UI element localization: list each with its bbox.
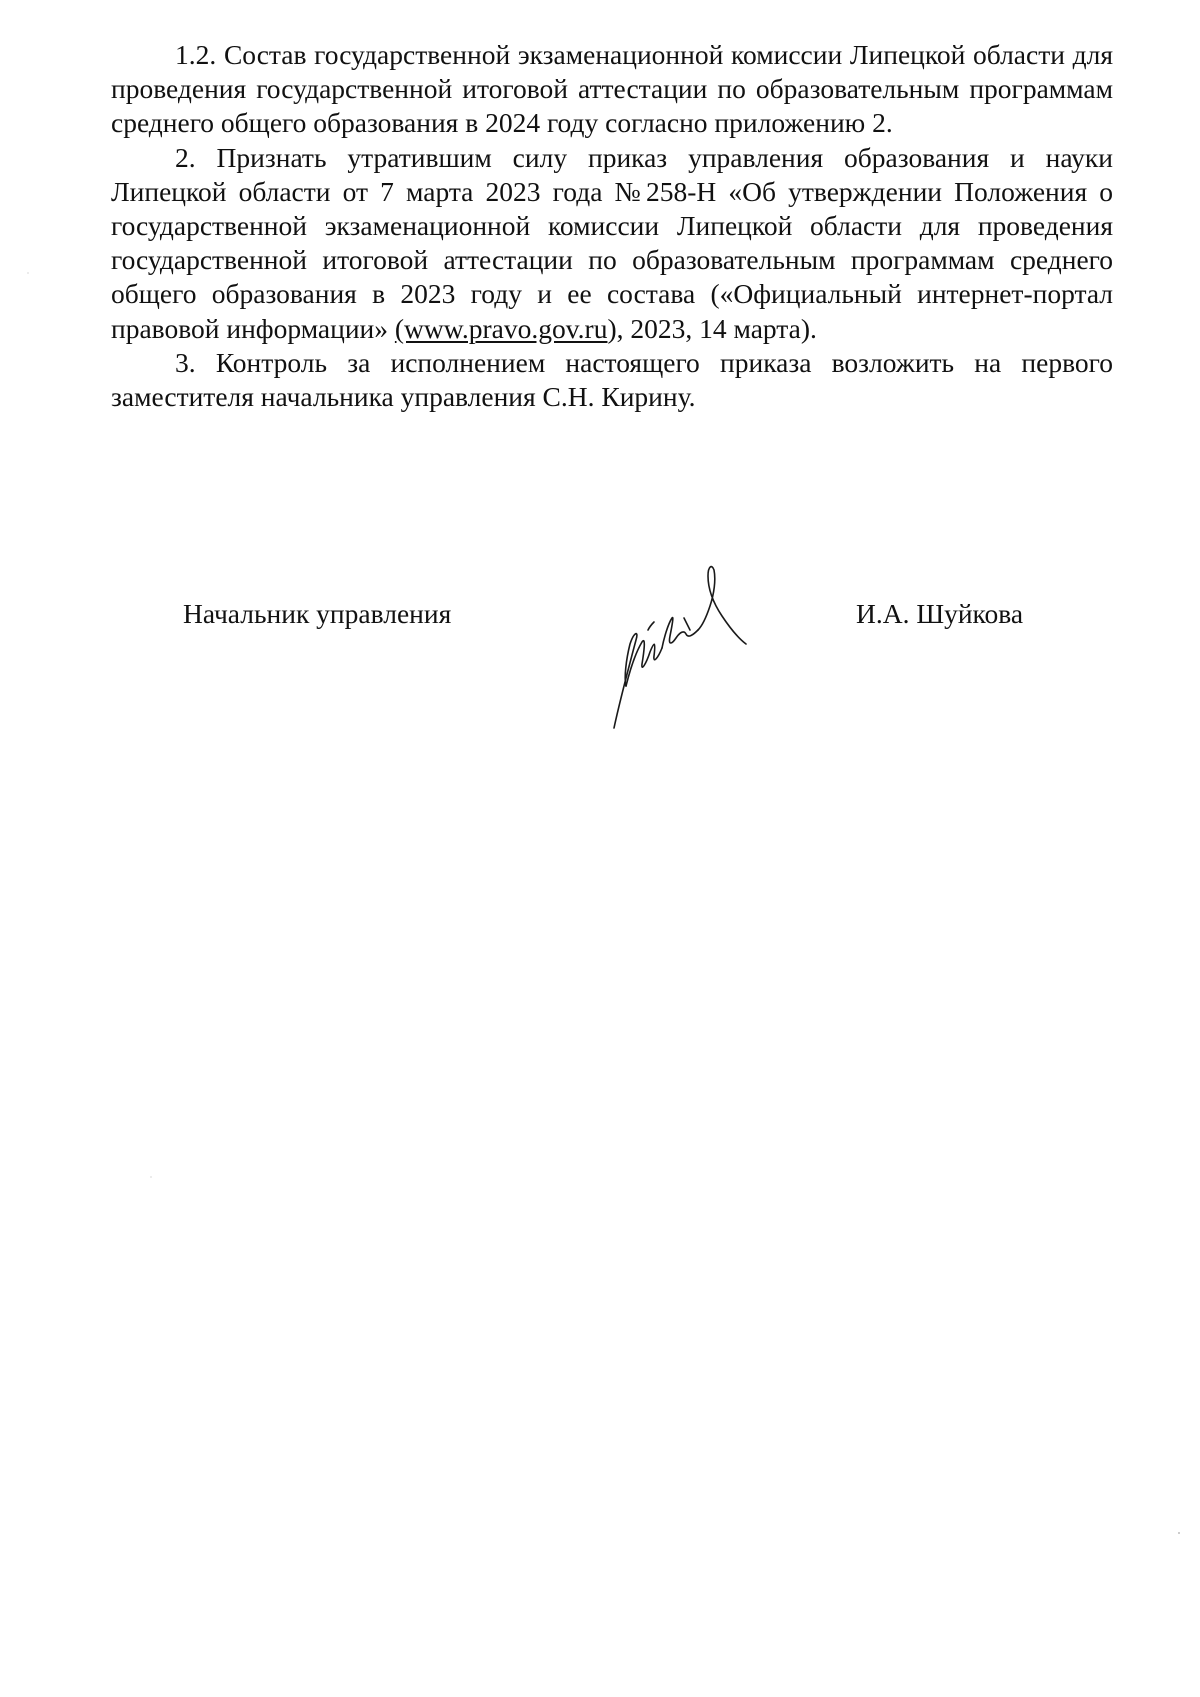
paragraph-2-text: 2. Признать утратившим силу приказ управления образования и науки Липецкой области от 7 марта 2023 года №258-Н «Об утверждении Положения о государственной экзаменационной комиссии Липецкой области для проведения государственной итоговой аттестации по образовательным программам среднего общего образования в 2023 году и ее состава («Официальный интернет-портал правовой информации» [111,141,1113,344]
scan-speck [1178,1532,1180,1534]
paragraph-2 [111,141,1113,346]
document-body [111,38,1113,414]
paragraph-3: 3. Контроль за исполнением настоящего приказа возложить на первого заместителя начальника управления С.Н. Кирину. [111,346,1113,413]
signer-name: И.А. Шуйкова [856,598,1024,629]
pravo-gov-link[interactable]: (www.pravo.gov.ru [394,312,608,344]
paragraph-1-2: 1.2. Состав государственной экзаменационной комиссии Липецкой области для проведения государственной итоговой аттестации по образовательным программам среднего общего образования в 2024 году согласно приложению 2. [111,39,1113,139]
scan-speck [150,1176,152,1178]
handwritten-signature [606,560,756,735]
signer-position: Начальник управления [183,598,452,629]
scan-speck [27,272,29,274]
paragraph-2-tail: ), 2023, 14 марта). [607,312,817,344]
